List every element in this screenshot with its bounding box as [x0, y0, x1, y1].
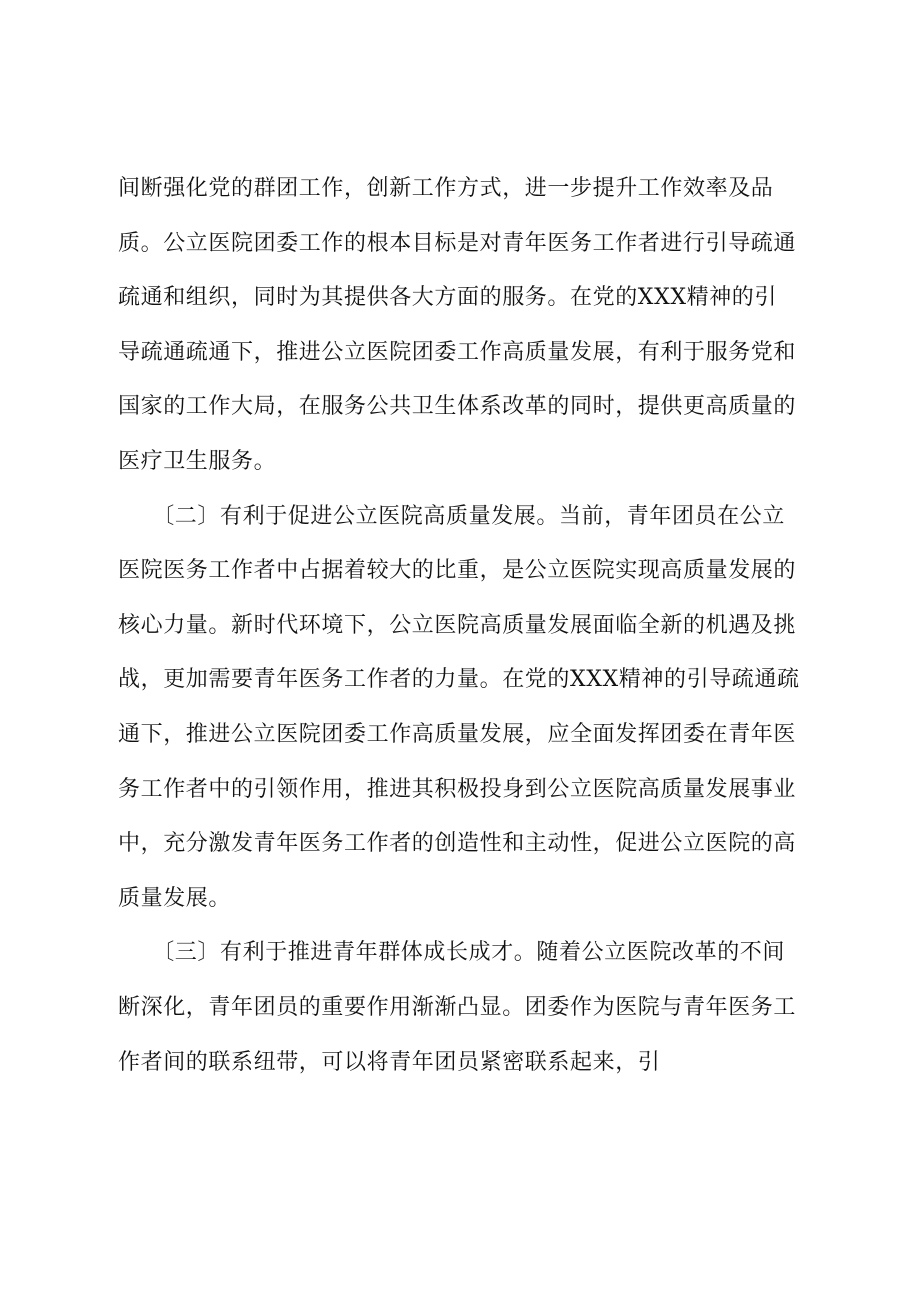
text-line: 中，充分激发青年医务工作者的创造性和主动性，促进公立医院的高 [118, 831, 797, 857]
text-line: 务工作者中的引领作用，推进其积极投身到公立医院高质量发展事业 [118, 776, 797, 802]
text-line: 质量发展。 [118, 885, 232, 911]
text-line: 〔二〕有利于促进公立医院高质量发展。当前，青年团员在公立 [118, 503, 786, 529]
text-line: 作者间的联系纽带，可以将青年团员紧密联系起来，引 [118, 1049, 661, 1075]
text-line: 质。公立医院团委工作的根本目标是对青年医务工作者进行引导疏通 [118, 230, 797, 256]
text-line: 间断强化党的群团工作，创新工作方式，进一步提升工作效率及品 [118, 176, 774, 201]
text-line: 战，更加需要青年医务工作者的力量。在党的XXX精神的引导疏通疏 [118, 667, 800, 693]
text-line: 导疏通疏通下，推进公立医院团委工作高质量发展，有利于服务党和 [118, 339, 797, 365]
text-line: 断深化，青年团员的重要作用渐渐凸显。团委作为医院与青年医务工 [118, 994, 797, 1020]
text-line: 通下，推进公立医院团委工作高质量发展，应全面发挥团委在青年医 [118, 721, 797, 747]
text-line: 国家的工作大局，在服务公共卫生体系改革的同时，提供更高质量的 [118, 394, 797, 420]
body-text [118, 162, 818, 1090]
text-line: 疏通和组织，同时为其提供各大方面的服务。在党的XXX精神的引 [118, 285, 777, 311]
text-line: 核心力量。新时代环境下，公立医院高质量发展面临全新的机遇及挑 [118, 612, 797, 638]
text-line: 医院医务工作者中占据着较大的比重，是公立医院实现高质量发展的 [118, 558, 797, 584]
text-line: 医疗卫生服务。 [118, 448, 277, 474]
text-line: 〔三〕有利于推进青年群体成长成才。随着公立医院改革的不间 [118, 940, 786, 966]
